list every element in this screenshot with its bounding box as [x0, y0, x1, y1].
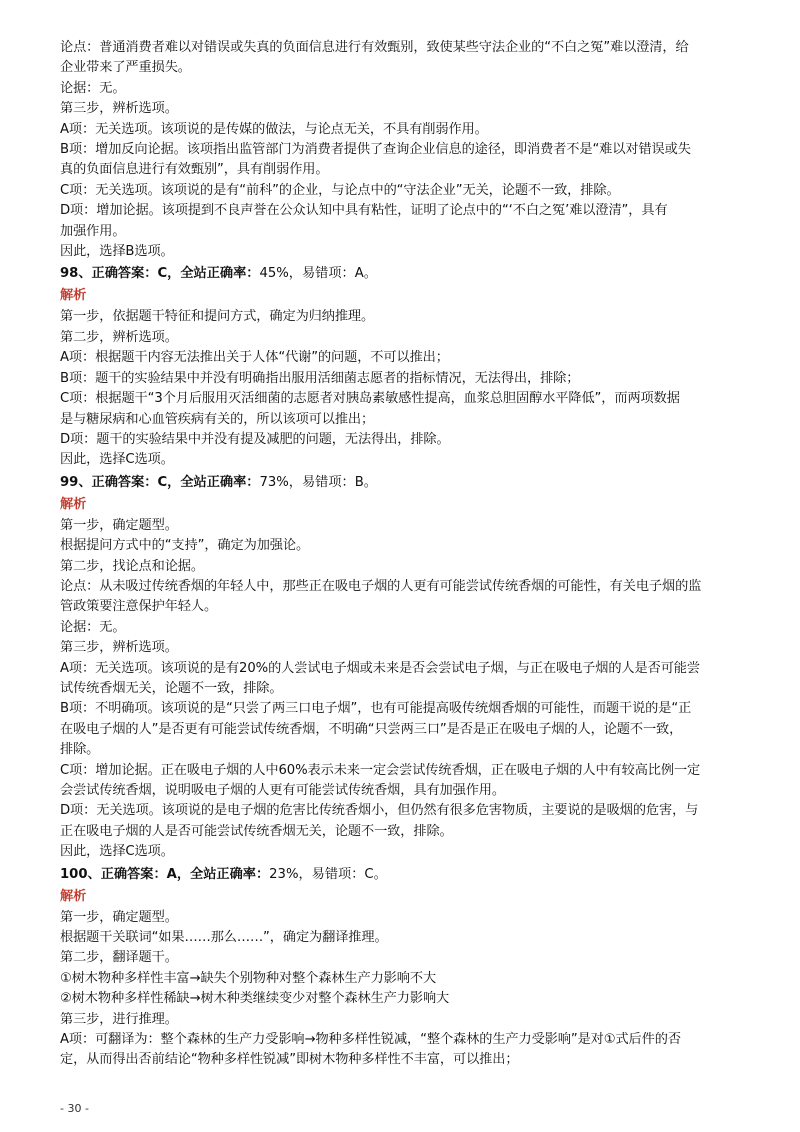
- text-line: A项：无关选项。该项说的是有20%的人尝试电子烟或未来是否会尝试电子烟，与正在吸电子烟的人是否可能尝: [60, 660, 700, 676]
- analysis-label: 解析: [60, 888, 87, 904]
- text-line: 论点：普通消费者难以对错误或失真的负面信息进行有效甄别，致使某些守法企业的“不白之冤”难以澄清，给: [60, 40, 689, 55]
- text-line: B项：题干的实验结果中并没有明确指出服用活细菌志愿者的指标情况，无法得出，排除；: [60, 370, 580, 386]
- text-line: 第一步，依据题干特征和提问方式，确定为归纳推理。: [60, 309, 375, 325]
- text-line: 企业带来了严重损失。: [60, 60, 191, 76]
- text-line: A项：根据题干内容无法推出关于人体“代谢”的问题，不可以推出；: [60, 350, 449, 366]
- text-line: 会尝试传统香烟，说明吸电子烟的人更有可能尝试传统香烟，具有加强作用。: [60, 783, 505, 798]
- answer-header: 99、正确答案：C，全站正确率：73%，易错项：B。: [60, 474, 377, 490]
- text-line: C项：根据题干“3个月后服用灭活细菌的志愿者对胰岛素敏感性提高，血浆总胆固醇水平降低”，而两项数据: [60, 391, 680, 407]
- page-number: - 30 -: [60, 1102, 89, 1115]
- text-line: 第一步，确定题型。: [60, 517, 178, 533]
- text-line: C项：增加论据。正在吸电子烟的人中60%表示未来一定会尝试传统香烟，正在吸电子烟的人中有较高比例一定: [60, 762, 701, 778]
- text-line: 因此，选择C选项。: [60, 452, 174, 468]
- text-line: 第三步，进行推理。: [60, 1011, 178, 1027]
- text-line: 论点：从未吸过传统香烟的年轻人中，那些正在吸电子烟的人更有可能尝试传统香烟的可能性，有关电子烟的监: [60, 578, 702, 594]
- text-line: D项：增加论据。该项提到不良声誉在公众认知中具有粘性，证明了论点中的“‘不白之冤’难以澄清”，具有: [60, 203, 668, 219]
- text-line: 根据题干关联词“如果……那么……”，确定为翻译推理。: [60, 930, 388, 946]
- text-line: 试传统香烟无关，论题不一致，排除。: [60, 680, 283, 696]
- text-line: A项：可翻译为：整个森林的生产力受影响→物种多样性锐减，“整个森林的生产力受影响”是对①式后件的否: [60, 1032, 681, 1048]
- text-line: ②树木物种多样性稀缺→树木种类继续变少对整个森林生产力影响大: [60, 991, 450, 1007]
- text-line: 管政策要注意保护年轻人。: [60, 599, 218, 615]
- text-line: 根据提问方式中的“支持”，确定为加强论。: [60, 538, 310, 554]
- text-line: 第二步，找论点和论据。: [60, 558, 204, 574]
- text-line: 第一步，确定题型。: [60, 909, 178, 925]
- text-line: A项：无关选项。该项说的是传媒的做法，与论点无关，不具有削弱作用。: [60, 121, 488, 137]
- answer-header: 100、正确答案：A，全站正确率：23%，易错项：C。: [60, 866, 387, 882]
- answer-header: 98、正确答案：C，全站正确率：45%，易错项：A。: [60, 266, 377, 282]
- text-line: 正在吸电子烟的人是否可能尝试传统香烟无关，论题不一致，排除。: [60, 823, 453, 839]
- text-line: ①树木物种多样性丰富→缺失个别物种对整个森林生产力影响不大: [60, 970, 437, 986]
- text-line: 排除。: [60, 742, 100, 758]
- text-line: 加强作用。: [60, 223, 126, 239]
- text-line: 因此，选择B选项。: [60, 244, 174, 260]
- text-line: D项：题干的实验结果中并没有提及减肥的问题，无法得出，排除。: [60, 431, 450, 447]
- text-line: 因此，选择C选项。: [60, 844, 174, 860]
- text-line: B项：增加反向论据。该项指出监管部门为消费者提供了查询企业信息的途径，即消费者不是“难以对错误或失: [60, 142, 691, 158]
- text-line: 论据：无。: [60, 619, 126, 635]
- text-line: 在吸电子烟的人”是否更有可能尝试传统香烟，不明确“只尝两三口”是否是正在吸电子烟的人，论题不一致，: [60, 721, 683, 737]
- question-98: [60, 263, 760, 470]
- question-99: [60, 472, 760, 863]
- text-line: 第二步，辨析选项。: [60, 329, 178, 345]
- text-line: 是与糖尿病和心血管疾病有关的，所以该项可以推出；: [60, 411, 375, 427]
- text-line: B项：不明确项。该项说的是“只尝了两三口电子烟”，也有可能提高吸传统烟香烟的可能性，而题干说的是“正: [60, 701, 692, 717]
- text-line: 第三步，辨析选项。: [60, 640, 178, 656]
- text-line: 第二步，翻译题干。: [60, 950, 178, 966]
- analysis-label: 解析: [60, 496, 87, 512]
- text-line: 第三步，辨析选项。: [60, 101, 178, 117]
- analysis-label: 解析: [60, 288, 87, 304]
- text-line: 真的负面信息进行有效甄别”，具有削弱作用。: [60, 162, 329, 178]
- text-line: 论据：无。: [60, 80, 126, 96]
- text-line: C项：无关选项。该项说的是有“前科”的企业，与论点中的“守法企业”无关，论题不一致，排除。: [60, 182, 620, 198]
- section-top: [60, 38, 760, 262]
- text-line: D项：无关选项。该项说的是电子烟的危害比传统香烟小，但仍然有很多危害物质，主要说的是吸烟的危害，与: [60, 803, 699, 819]
- question-100: [60, 864, 760, 1071]
- text-line: 定，从而得出否前结论“物种多样性锐减”即树木物种多样性不丰富，可以推出；: [60, 1052, 519, 1068]
